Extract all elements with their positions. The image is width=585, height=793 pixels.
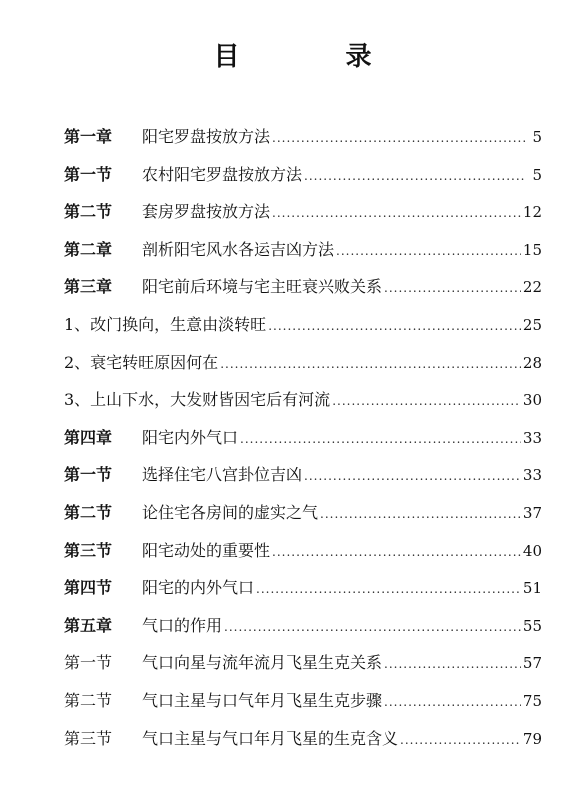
toc-entry-section [64, 538, 542, 576]
chapter-label: 第一章 [64, 127, 113, 146]
toc-entry-section [64, 462, 542, 500]
toc-entry-chapter [64, 613, 542, 651]
page-number: 28 [522, 353, 542, 372]
entry-title: 阳宅前后环境与宅主旺衰兴败关系 [142, 277, 383, 297]
section-label: 第一节 [64, 465, 113, 485]
dot-leader [256, 582, 521, 596]
section-label: 第三节 [64, 728, 113, 748]
dot-leader [384, 281, 521, 295]
page-title: 目 录 [213, 42, 412, 72]
entry-title: 剖析阳宅风水各运吉凶方法 [142, 239, 335, 259]
dot-leader [272, 131, 526, 145]
dot-leader [220, 357, 521, 371]
entry-title: 阳宅内外气口 [142, 427, 239, 447]
entry-title: 阳宅的内外气口 [142, 578, 255, 598]
entry-title: 2、衰宅转旺原因何在 [64, 352, 219, 372]
page-number: 55 [522, 616, 542, 635]
toc-entry-section [64, 688, 542, 726]
toc-entry-chapter [64, 274, 542, 312]
page-number: 25 [522, 315, 542, 334]
section-label: 第一节 [64, 164, 113, 184]
page-number: 15 [522, 240, 542, 259]
page-number: 22 [522, 278, 542, 297]
page-number: 37 [522, 503, 542, 522]
dot-leader [224, 620, 521, 634]
entry-title: 气口主星与口气年月飞星生克步骤 [142, 690, 383, 710]
section-label: 第四节 [64, 578, 113, 598]
dot-leader [320, 507, 521, 521]
toc-entry-numbered [64, 312, 542, 350]
toc-entry-section [64, 500, 542, 538]
dot-leader [336, 244, 521, 258]
toc-entry-numbered [64, 350, 542, 388]
toc-entry-chapter [64, 124, 542, 162]
entry-title: 气口向星与流年流月飞星生克关系 [142, 653, 383, 673]
section-label: 第二节 [64, 690, 113, 710]
page-number: 79 [522, 729, 542, 748]
entry-title: 1、改门换向，生意由淡转旺 [64, 314, 267, 334]
page-number: 5 [532, 128, 542, 146]
page-number: 57 [522, 654, 542, 673]
entry-title: 气口主星与气口年月飞星的生克含义 [142, 728, 399, 748]
page-number: 5 [532, 165, 542, 184]
dot-leader [304, 169, 526, 183]
chapter-label: 第五章 [64, 615, 113, 635]
dot-leader [332, 394, 521, 408]
dot-leader [268, 319, 521, 333]
section-label: 第二节 [64, 502, 113, 522]
toc-entry-section [64, 575, 542, 613]
toc-entry-section [64, 726, 542, 764]
dot-leader [272, 545, 521, 559]
page-number: 75 [522, 691, 542, 710]
entry-title: 气口的作用 [142, 615, 223, 635]
toc-entry-chapter [64, 425, 542, 463]
entry-title: 农村阳宅罗盘按放方法 [142, 164, 303, 184]
dot-leader [240, 432, 521, 446]
chapter-label: 第四章 [64, 427, 113, 447]
section-label: 第三节 [64, 540, 113, 560]
section-label: 第一节 [64, 653, 113, 673]
page-number: 33 [522, 428, 542, 447]
page-number: 40 [522, 541, 542, 560]
chapter-label: 第三章 [64, 277, 113, 297]
toc-entry-section [64, 199, 542, 237]
table-of-contents [64, 124, 542, 763]
page-number: 30 [522, 391, 542, 410]
entry-title: 选择住宅八宫卦位吉凶 [142, 465, 303, 485]
page-number: 12 [522, 203, 542, 222]
page-number: 51 [522, 579, 542, 598]
chapter-label: 第二章 [64, 239, 113, 259]
page-number: 33 [522, 466, 542, 485]
dot-leader [400, 733, 521, 747]
section-label: 第二节 [64, 202, 113, 222]
entry-title: 阳宅罗盘按放方法 [142, 127, 271, 146]
entry-title: 套房罗盘按放方法 [142, 202, 271, 222]
entry-title: 论住宅各房间的虚实之气 [142, 502, 319, 522]
dot-leader [272, 206, 521, 220]
toc-entry-section [64, 650, 542, 688]
toc-entry-section [64, 162, 542, 200]
dot-leader [384, 657, 521, 671]
entry-title: 阳宅动处的重要性 [142, 540, 271, 560]
entry-title: 3、上山下水，大发财皆因宅后有河流 [64, 390, 331, 410]
dot-leader [384, 695, 521, 709]
toc-entry-numbered [64, 387, 542, 425]
toc-entry-chapter [64, 237, 542, 275]
dot-leader [304, 469, 521, 483]
